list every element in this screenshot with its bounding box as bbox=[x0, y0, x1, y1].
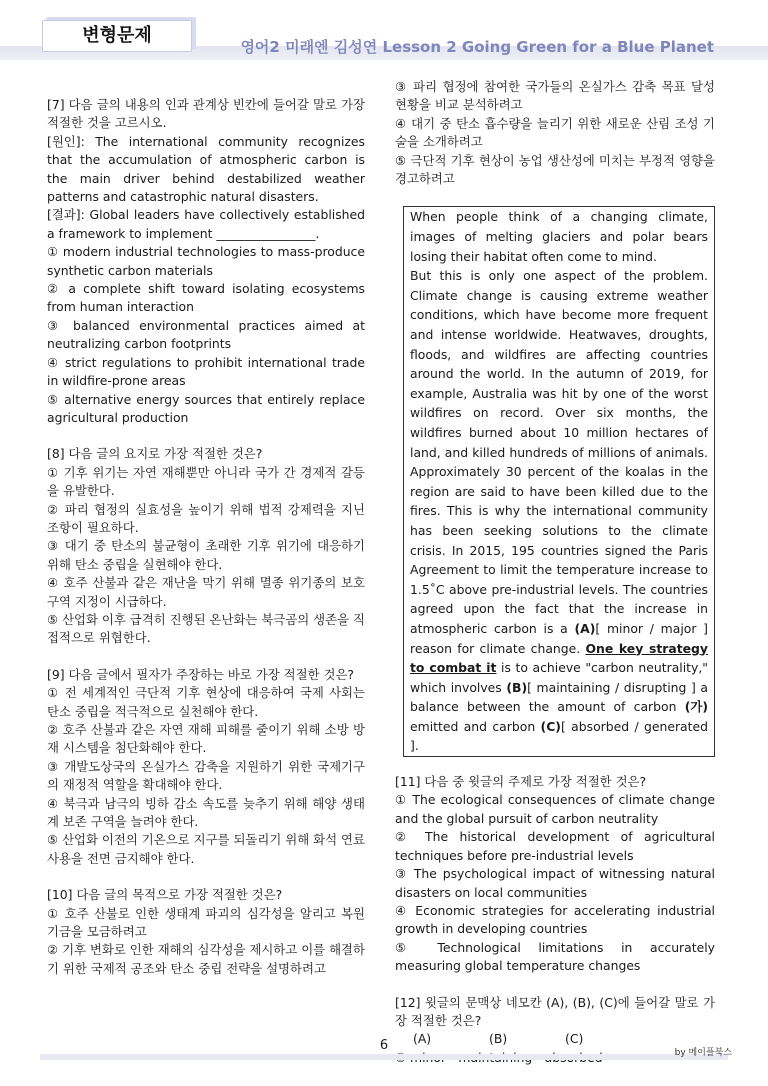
header-title: 영어2 미래엔 김성연 Lesson 2 Going Green for a Blue Planet bbox=[240, 38, 714, 56]
column-header-b: (B) bbox=[489, 1031, 508, 1047]
question-stem: [12] 윗글의 문맥상 네모칸 (A), (B), (C)에 들어갈 말로 가장 적절한 것은? bbox=[395, 994, 715, 1028]
question-8 bbox=[47, 445, 365, 647]
reading-passage bbox=[403, 206, 715, 757]
option: ① The ecological consequences of climate change and the global pursuit of carbon neutrality bbox=[395, 792, 715, 826]
question-stem: [10] 다음 글의 목적으로 가장 적절한 것은? bbox=[47, 887, 283, 903]
question-10 bbox=[47, 886, 365, 978]
option: ④ 북극과 남극의 빙하 감소 속도를 늦추기 위해 해양 생태계 보존 구역을 늘려야 한다. bbox=[47, 795, 365, 830]
question-9 bbox=[47, 666, 365, 868]
option: ① 호주 산불로 인한 생태계 파괴의 심각성을 알리고 복원 기금을 모금하려고 bbox=[47, 905, 365, 940]
option: ③ 파리 협정에 참여한 국가들의 온실가스 감축 목표 달성 현황을 비교 분석하려고 bbox=[395, 79, 715, 113]
option: ③ 대기 중 탄소의 불균형이 초래한 기후 위기에 대응하기 위해 탄소 중립을 실현해야 한다. bbox=[47, 538, 365, 572]
badge-label: 변형문제 bbox=[82, 25, 152, 46]
option: ⑤ alternative energy sources that entirely replace agricultural production bbox=[47, 391, 365, 425]
header-badge bbox=[42, 20, 192, 52]
column-header-a: (A) bbox=[413, 1031, 432, 1047]
footer-divider bbox=[40, 1054, 728, 1060]
choice-box-a: [ minor / major ] reason for climate change. bbox=[410, 620, 709, 656]
option: ④ Economic strategies for accelerating industrial growth in developing countries bbox=[395, 902, 715, 937]
option: ② 파리 협정의 실효성을 높이기 위해 법적 강제력을 지닌 조항이 필요하다. bbox=[47, 501, 365, 535]
blank-marker-b: (B) bbox=[506, 679, 528, 695]
question-stem: [7] 다음 글의 내용의 인과 관계상 빈칸에 들어갈 말로 가장 적절한 것을 고르시오. bbox=[47, 97, 365, 131]
option: ③ 개발도상국의 온실가스 감축을 지원하기 위한 국제기구의 재정적 역할을 확대해야 한다. bbox=[47, 758, 365, 793]
option: ⑤ 극단적 기후 현상이 농업 생산성에 미치는 부정적 영향을 경고하려고 bbox=[395, 152, 715, 187]
option: ③ The psychological impact of witnessing natural disasters on local communities bbox=[395, 866, 715, 900]
underlined-phrase: One key strategy to combat it bbox=[410, 640, 708, 676]
choice-box-b: [ maintaining / disrupting ] a balance between the amount of carbon bbox=[410, 679, 708, 715]
column-header-c: (C) bbox=[565, 1031, 584, 1047]
right-column bbox=[395, 78, 715, 1067]
option: ② a complete shift toward isolating ecosystems from human interaction bbox=[47, 281, 365, 315]
option: ① 기후 위기는 자연 재해뿐만 아니라 국가 간 경제적 갈등을 유발한다. bbox=[47, 464, 365, 499]
blank-marker-a: (A) bbox=[574, 620, 596, 636]
choice-box-c: [ absorbed / generated ]. bbox=[410, 718, 708, 754]
question-stem: [9] 다음 글에서 필자가 주장하는 바로 가장 적절한 것은? bbox=[47, 666, 354, 682]
effect-text: [결과]: Global leaders have collectively established a framework to implement ________________. bbox=[47, 207, 365, 241]
blank-marker-c: (C) bbox=[540, 718, 561, 734]
publisher-credit: by 메이플북스 bbox=[674, 1048, 732, 1058]
passage-text: But this is only one aspect of the problem. Climate change is causing extreme weather conditions, which have become more frequent and intense worldwide. Heatwaves, droughts, floods, and wildfires are affecting countries around the world. In the autumn of 2019, for example, Australia was hit by one of the worst wildfires on record. Over six months, the wildfires burned about 10 million hectares of land, and killed hundreds of millions of animals. Approximately 30 percent of the koalas in the region are said to have been killed due to the fires. This is why the international community has been seeking solutions to the climate crisis. In 2015, 195 countries signed the Paris Agreement to limit the temperature increase to 1.5˚C above pre-industrial levels. The countries agreed upon the fact that the increase in atmospheric carbon is a bbox=[410, 268, 708, 636]
option: ① 전 세계적인 극단적 기후 현상에 대응하여 국제 사회는 탄소 중립을 적극적으로 실천해야 한다. bbox=[47, 685, 365, 719]
question-stem: [8] 다음 글의 요지로 가장 적절한 것은? bbox=[47, 446, 263, 462]
question-stem: [11] 다음 중 윗글의 주제로 가장 적절한 것은? bbox=[395, 774, 647, 790]
left-column bbox=[47, 96, 365, 978]
option: ① modern industrial technologies to mass-produce synthetic carbon materials bbox=[47, 244, 365, 278]
passage-text: is to achieve "carbon neutrality," which involves bbox=[410, 660, 709, 695]
question-7 bbox=[47, 96, 365, 427]
option: ③ balanced environmental practices aimed at neutralizing carbon footprints bbox=[47, 317, 365, 352]
question-11 bbox=[395, 773, 715, 975]
option: ④ 호주 산불과 같은 재난을 막기 위해 멸종 위기종의 보호 구역 지정이 시급하다. bbox=[47, 575, 365, 609]
option: ⑤ 산업화 이전의 기온으로 지구를 되돌리기 위해 화석 연료 사용을 전면 금지해야 한다. bbox=[47, 832, 365, 866]
option: ⑤ Technological limitations in accurately measuring global temperature changes bbox=[395, 939, 715, 974]
blank-marker-ga: (가) bbox=[684, 699, 708, 715]
option: ② 호주 산불과 같은 자연 재해 피해를 줄이기 위해 소방 방재 시스템을 첨단화해야 한다. bbox=[47, 722, 365, 756]
question-10-continued bbox=[395, 78, 715, 188]
option: ② The historical development of agricultural techniques before pre-industrial levels bbox=[395, 829, 715, 863]
passage-paragraph-1: When people think of a changing climate, images of melting glaciers and polar bears losing their habitat often come to mind. bbox=[410, 209, 708, 264]
option: ④ strict regulations to prohibit international trade in wildfire-prone areas bbox=[47, 354, 365, 389]
cause-text: [원인]: The international community recognizes that the accumulation of atmospheric carbon is the main driver behind destabilized weather patterns and catastrophic natural disasters. bbox=[47, 133, 365, 205]
option: ② 기후 변화로 인한 재해의 심각성을 제시하고 이를 해결하기 위한 국제적 공조와 탄소 중립 전략을 설명하려고 bbox=[47, 942, 365, 976]
option: ④ 대기 중 탄소 흡수량을 늘리기 위한 새로운 산림 조성 기술을 소개하려고 bbox=[395, 115, 715, 150]
passage-paragraph-2 bbox=[410, 266, 708, 756]
page-number: 6 bbox=[379, 1038, 389, 1053]
option: ⑤ 산업화 이후 급격히 진행된 온난화는 북극곰의 생존을 직접적으로 위협한다. bbox=[47, 611, 365, 646]
passage-text: emitted and carbon bbox=[410, 718, 541, 734]
